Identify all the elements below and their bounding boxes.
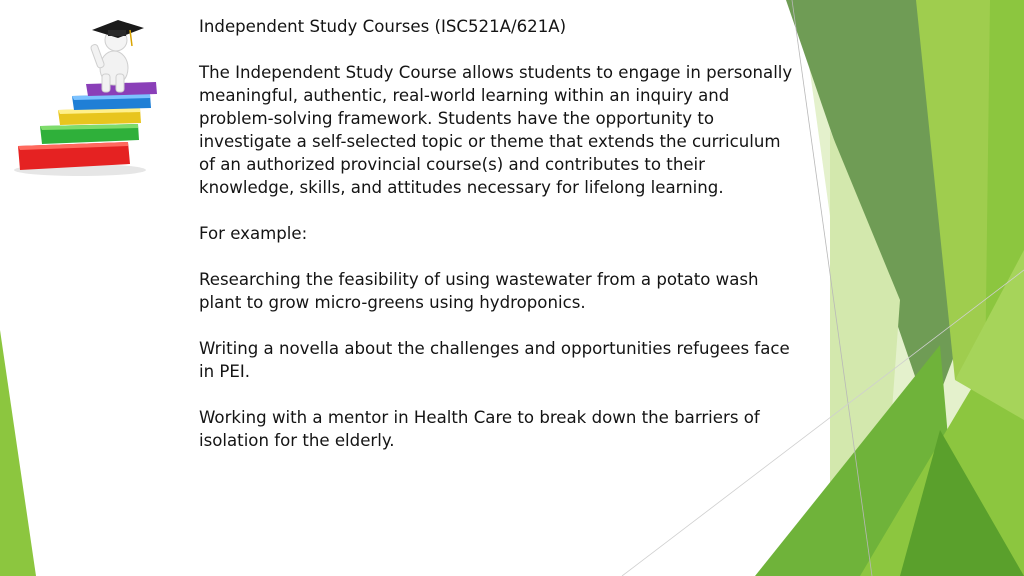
figure-leg-right xyxy=(116,74,124,92)
slide-title: Independent Study Courses (ISC521A/621A) xyxy=(199,17,567,36)
example-item: Working with a mentor in Health Care to break down the barriers of isolation for the elderly. xyxy=(199,408,760,450)
left-edge-sliver xyxy=(0,330,36,576)
graduate-on-books-icon xyxy=(10,8,170,178)
intro-paragraph: The Independent Study Course allows students to engage in personally meaningful, authentic, real-world learning within an inquiry and problem-solving framework. Students have the opportunity to investigate a self-selected topic or theme that extends the curriculum of an authorized provincial course(s) and contributes to their knowledge, skills, and attitudes necessary for lifelong learning. xyxy=(199,63,793,197)
mortarboard-base xyxy=(108,30,126,36)
figure-leg-left xyxy=(102,74,110,92)
examples-heading: For example: xyxy=(199,224,308,243)
example-item: Writing a novella about the challenges and opportunities refugees face in PEI. xyxy=(199,339,790,381)
example-item: Researching the feasibility of using wastewater from a potato wash plant to grow micro-greens using hydroponics. xyxy=(199,270,759,312)
slide-text xyxy=(199,15,799,475)
figure-arm xyxy=(90,44,105,69)
